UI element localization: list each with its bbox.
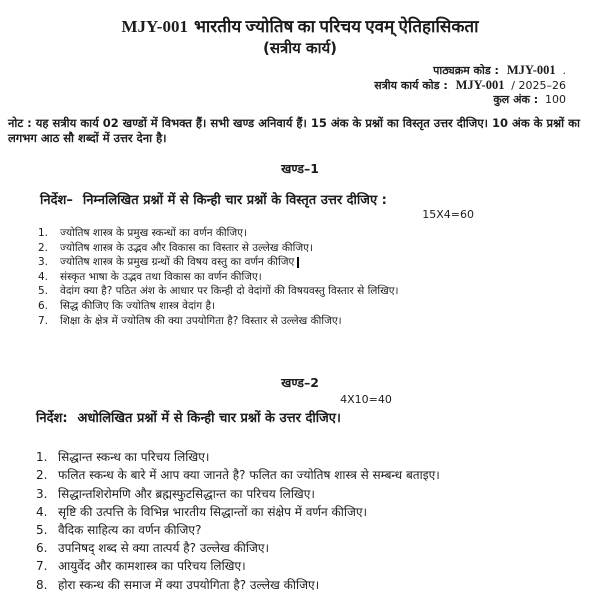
assignment-session: / 2025–26 <box>511 79 566 92</box>
question-number: 2. <box>38 241 49 254</box>
course-code-suffix: . <box>562 64 566 77</box>
question-item <box>36 466 592 484</box>
question-text: सृष्टि की उत्पत्ति के विभिन्न भारतीय सिद्धान्तों का संक्षेप में वर्णन कीजिए। <box>58 504 368 519</box>
question-number: 5. <box>38 285 49 298</box>
section-1-instruction <box>40 190 592 208</box>
question-number: 3. <box>38 256 49 269</box>
question-text: वैदिक साहित्य का वर्णन कीजिए? <box>58 522 202 537</box>
section-2-instruction-text: अधोलिखित प्रश्नों में से किन्ही चार प्रश्नों के उत्तर दीजिए। <box>77 411 341 427</box>
question-item <box>36 557 592 575</box>
question-item <box>38 255 592 270</box>
question-item <box>36 503 592 521</box>
question-number: 6. <box>38 299 49 312</box>
document-title-text: भारतीय ज्योतिष का परिचय एवम् ऐतिहासिकता <box>193 17 479 36</box>
question-item <box>38 270 592 285</box>
question-number: 2. <box>36 468 48 483</box>
section-2-instruction-label: निर्देश: <box>36 411 68 427</box>
section-1-instruction-label: निर्देश– <box>40 193 73 208</box>
document-subtitle: (सत्रीय कार्य) <box>262 39 338 57</box>
question-number: 3. <box>36 486 48 501</box>
question-number: 1. <box>36 450 48 465</box>
question-text: फलित स्कन्ध के बारे में आप क्या जानते है? फलित का ज्योतिष शास्त्र से सम्बन्ध बताइए। <box>58 468 440 483</box>
total-marks-value: 100 <box>545 93 566 106</box>
question-item <box>38 314 592 329</box>
section-2-marks: 4X10=40 <box>340 393 392 407</box>
question-number: 4. <box>36 504 48 519</box>
question-text: होरा स्कन्ध की समाज में क्या उपयोगिता है? उल्लेख कीजिए। <box>58 577 320 592</box>
section-1-marks: 15X4=60 <box>422 208 474 221</box>
question-text: सिद्ध कीजिए कि ज्योतिष शास्त्र वेदांग है। <box>60 299 216 312</box>
note-paragraph: नोट : यह सत्रीय कार्य 02 खण्डों में विभक्त हैं। सभी खण्ड अनिवार्य हैं। 15 अंक के प्रश्नों का विस्तृत उत्तर दीजिए। 10 अंक के प्रश्नों का लगभग आठ सौ शब्दों में उत्तर देना है। <box>8 116 580 145</box>
question-number: 4. <box>38 270 49 283</box>
question-number: 6. <box>36 541 48 556</box>
question-text: आयुर्वेद और कामशास्त्र का परिचय लिखिए। <box>58 559 246 574</box>
question-item <box>38 226 592 241</box>
question-text: संस्कृत भाषा के उद्भव तथा विकास का वर्णन कीजिए। <box>60 270 262 283</box>
section-1-question-list <box>38 226 592 328</box>
question-item <box>36 521 592 539</box>
question-item <box>36 576 592 594</box>
question-number: 7. <box>36 559 48 574</box>
section-2-instruction <box>36 408 592 426</box>
header-meta-block <box>8 63 592 107</box>
course-code-row <box>8 63 566 78</box>
question-text: शिक्षा के क्षेत्र में ज्योतिष की क्या उपयोगिता है? विस्तार से उल्लेख कीजिए। <box>60 314 342 327</box>
assignment-code-value: MJY-001 <box>455 78 505 92</box>
question-number: 7. <box>38 314 49 327</box>
question-text-content: ज्योतिष शास्त्र के प्रमुख ग्रन्थों की विषय वस्तु का वर्णन कीजिए <box>60 256 295 269</box>
question-text <box>60 255 592 270</box>
question-text: सिद्धान्त स्कन्ध का परिचय लिखिए। <box>58 450 210 465</box>
course-code-in-title: MJY-001 <box>121 17 188 36</box>
question-item <box>36 448 592 466</box>
total-marks-label: कुल अंक : <box>493 93 539 106</box>
question-text: ज्योतिष शास्त्र के उद्भव और विकास का विस्तार से उल्लेख कीजिए। <box>60 241 313 254</box>
question-text: सिद्धान्तशिरोमणि और ब्रह्मस्फुटसिद्धान्त का परिचय लिखिए। <box>58 486 315 501</box>
section-2-heading: खण्ड–2 <box>281 375 319 391</box>
text-cursor <box>297 257 299 268</box>
question-text: ज्योतिष शास्त्र के प्रमुख स्कन्धों का वर्णन कीजिए। <box>60 227 247 239</box>
document-title <box>8 16 592 38</box>
course-code-label: पाठ्यक्रम कोड : <box>433 64 499 77</box>
question-number: 1. <box>38 227 49 239</box>
question-item <box>36 485 592 503</box>
assignment-code-label: सत्रीय कार्य कोड : <box>374 79 448 92</box>
question-number: 5. <box>36 522 48 537</box>
question-item <box>38 241 592 256</box>
section-1-instruction-text: निम्नलिखित प्रश्नों में से किन्ही चार प्रश्नों के विस्तृत उत्तर दीजिए : <box>82 193 387 208</box>
question-item <box>38 284 592 299</box>
assignment-code-row <box>8 78 566 93</box>
question-item <box>38 299 592 314</box>
question-number: 8. <box>36 577 48 592</box>
question-text: वेदांग क्या है? पठित अंश के आधार पर किन्ही दो वेदांगों की विषयवस्तु विस्तार से लिखिए। <box>60 285 399 298</box>
course-code-value: MJY-001 <box>506 63 556 77</box>
question-item <box>36 539 592 557</box>
section-1-heading: खण्ड–1 <box>281 161 319 176</box>
question-text: उपनिषद् शब्द से क्या तात्पर्य है? उल्लेख कीजिए। <box>58 541 270 556</box>
section-2-question-list <box>36 448 592 594</box>
total-marks-row <box>8 93 566 107</box>
